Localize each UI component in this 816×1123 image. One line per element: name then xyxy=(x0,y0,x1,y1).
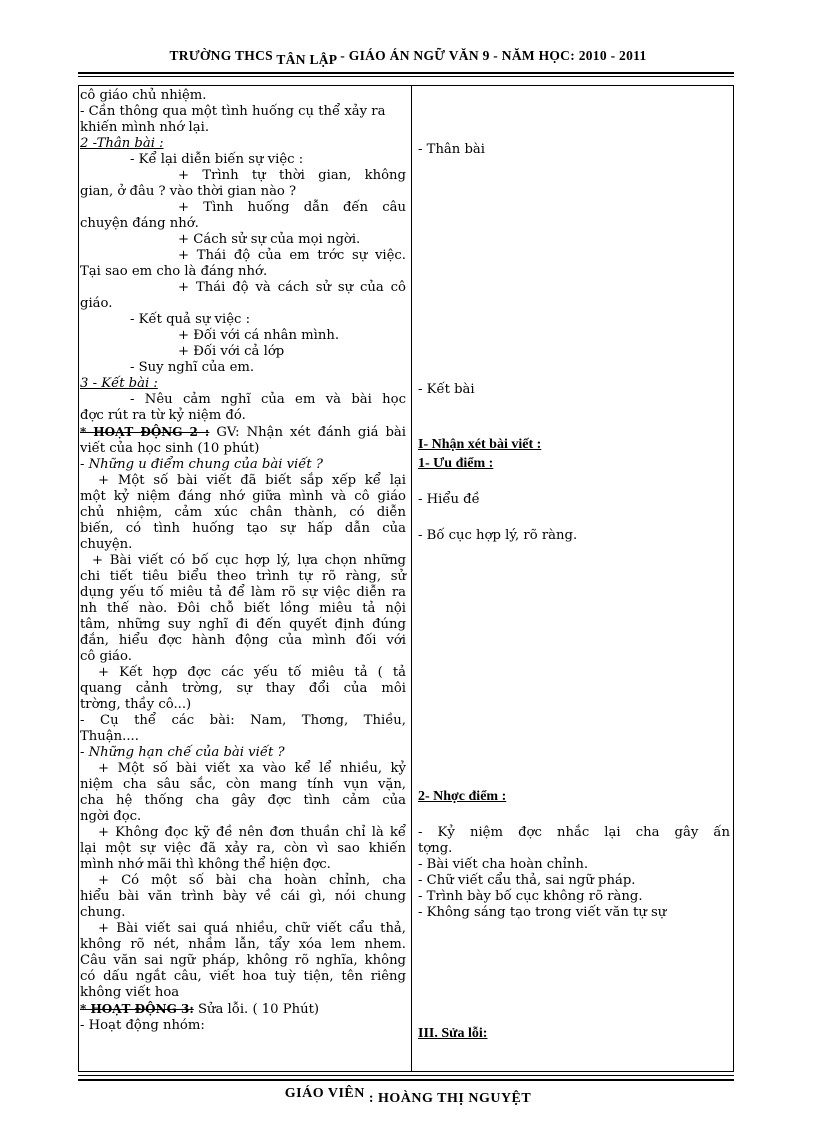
text-line: - Cụ thể các bài: Nam, Thơng, Thiều, xyxy=(80,713,406,728)
text-line: mình nhớ mãi thì không thể hiện đợc. xyxy=(80,857,331,872)
text-line: Thuận.... xyxy=(80,729,139,744)
weakness-item: - Không sáng tạo trong viết văn tự sự xyxy=(418,905,667,920)
text-line: + Có một số bài cha hoàn chỉnh, cha xyxy=(98,873,406,888)
page-header xyxy=(0,48,816,67)
weakness-item: tợng. xyxy=(418,841,453,856)
text-line: + Thái độ của em trớc sự việc. xyxy=(178,248,406,263)
text-line: dụng yếu tố miêu tả để làm rõ sự việc diễn ra xyxy=(80,585,406,600)
text-line: + Thái độ và cách sử sự của cô xyxy=(178,280,406,295)
header-course: - GIÁO ÁN NGỮ VĂN 9 - NĂM HỌC: 2010 - 2011 xyxy=(340,48,647,63)
text-line: + Đối với cả lớp xyxy=(178,344,285,359)
text-line: đợc rút ra từ kỷ niệm đó. xyxy=(80,408,246,423)
section-heading-than-bai: 2 -Thân bài : xyxy=(80,136,164,151)
text-line: cô giáo chủ nhiệm. xyxy=(80,88,207,103)
text-line: ngời đọc. xyxy=(80,809,142,824)
weakness-item: - Chữ viết cẩu thả, sai ngữ pháp. xyxy=(418,873,636,888)
text-line: có dấu ngắt câu, viết hoa tuỳ tiện, tên riêng xyxy=(80,969,406,984)
weakness-item: - Bài viết cha hoàn chỉnh. xyxy=(418,857,589,872)
text-line: - Cần thông qua một tình huống cụ thể xảy ra xyxy=(80,104,386,119)
text-line: + Một số bài viết xa vào kể lể nhiều, kỷ xyxy=(98,761,406,776)
right-heading-nhuoc-diem: 2- Nhợc điểm : xyxy=(418,789,507,804)
right-heading-nhan-xet: I- Nhận xét bài viết : xyxy=(418,437,542,452)
text-line: niệm cha sâu sắc, còn mang tính vụn vặn, xyxy=(80,777,406,792)
text-line: - Suy nghĩ của em. xyxy=(130,360,255,375)
text-line: chủ nhiệm, cảm xúc chân thành, có diễn xyxy=(80,505,406,520)
header-school: TRƯỜNG THCS xyxy=(169,48,273,63)
text-line: viết của học sinh (10 phút) xyxy=(80,441,260,456)
text-line: + Kết hợp đợc các yếu tố miêu tả ( tả xyxy=(98,665,406,680)
text-line: cha hệ thống cha gây đợc tình cảm của xyxy=(80,793,406,808)
right-than-bai: - Thân bài xyxy=(418,142,486,157)
right-heading-sua-loi: III. Sửa lỗi: xyxy=(418,1026,488,1041)
text-line: gian, ở đâu ? vào thời gian nào ? xyxy=(80,184,297,199)
text-line: - Kể lại diễn biến sự việc : xyxy=(130,152,304,167)
activity-3-heading xyxy=(80,1001,406,1018)
header-rule-thin xyxy=(78,76,734,77)
text-line: khiến mình nhớ lại. xyxy=(80,120,210,135)
footer-rule xyxy=(78,1075,734,1076)
text-line: Tại sao em cho là đáng nhớ. xyxy=(80,264,268,279)
activity-2-heading xyxy=(80,424,406,441)
text-line: + Trình tự thời gian, không xyxy=(178,168,406,183)
text-line: chung. xyxy=(80,905,126,920)
text-line: không viết hoa xyxy=(80,985,180,1000)
text-line: giáo. xyxy=(80,296,113,311)
right-hieu-de: - Hiểu đề xyxy=(418,492,480,507)
text-line: quang cảnh trờng, sự thay đổi của môi xyxy=(80,681,406,696)
text-line: cô giáo. xyxy=(80,649,132,664)
text-line: + Đối với cá nhân mình. xyxy=(178,328,340,343)
text-line: + Bài viết sai quá nhiều, chữ viết cẩu thả, xyxy=(98,921,406,936)
right-weakness-list xyxy=(418,825,730,921)
text-line: Câu văn sai ngữ pháp, không rõ nghĩa, không xyxy=(80,953,406,968)
text-line: + Cách sử sự của mọi ngời. xyxy=(178,232,361,247)
text-line: biến, có tình huống tạo sự hấp dẫn của xyxy=(80,521,406,536)
text-line: - Hoạt động nhóm: xyxy=(80,1018,205,1033)
header-rule xyxy=(78,72,734,74)
page-footer xyxy=(0,1086,816,1106)
text-line: - Nêu cảm nghĩ của em và bài học xyxy=(130,392,406,407)
text-line: một kỷ niệm đáng nhớ giữa mình và cô giáo xyxy=(80,489,406,504)
section-heading-uu-diem: - Những u điểm chung của bài viết ? xyxy=(80,457,323,472)
text-line: tâm, những suy nghĩ đi đến quyết định đúng xyxy=(80,617,406,632)
text-line: nh thế nào. Đôi chỗ biết lồng miêu tả nội xyxy=(80,601,406,616)
header-school-name: TÂN LẬP xyxy=(276,52,337,67)
section-heading-ket-bai: 3 - Kết bài : xyxy=(80,376,158,391)
activity-2-text: GV: Nhận xét đánh giá bài xyxy=(209,425,406,440)
text-line: không rõ nét, nhầm lẫn, tẩy xóa lem nhem. xyxy=(80,937,406,952)
activity-2-label: * HOẠT ĐỘNG 2 : xyxy=(80,425,210,439)
weakness-item: - Trình bày bố cục không rõ ràng. xyxy=(418,889,643,904)
text-line: lại một sự việc đã xảy ra, còn vì sao khiến xyxy=(80,841,406,856)
right-heading-uu-diem: 1- Ưu điểm : xyxy=(418,456,494,471)
weakness-item: - Kỷ niệm đợc nhắc lại cha gây ấn xyxy=(418,825,730,840)
footer-label: GIÁO VIÊN xyxy=(284,1086,365,1101)
text-line: chuyện đáng nhớ. xyxy=(80,216,199,231)
text-line: + Tình huống dẫn đến câu xyxy=(178,200,406,215)
text-line: chi tiết tiêu biểu theo trình tự rõ ràng, sử xyxy=(80,569,406,584)
right-bo-cuc: - Bố cục hợp lý, rõ ràng. xyxy=(418,528,578,543)
text-line: + Bài viết có bố cục hợp lý, lựa chọn những xyxy=(92,553,406,568)
text-line: hiểu bài văn trình bày về cái gì, nói chung xyxy=(80,889,406,904)
activity-3-label: * HOẠT ĐỘNG 3: xyxy=(80,1002,194,1016)
text-line: + Một số bài viết đã biết sắp xếp kể lại xyxy=(98,473,406,488)
activity-3-text: Sửa lỗi. ( 10 Phút) xyxy=(193,1002,320,1017)
text-line: trờng, thầy cô...) xyxy=(80,697,192,712)
footer-rule-thick xyxy=(78,1079,734,1081)
table-divider xyxy=(411,85,412,1072)
text-line: + Không đọc kỹ đề nên đơn thuần chỉ là kể xyxy=(98,825,406,840)
text-line: - Kết quả sự việc : xyxy=(130,312,251,327)
left-column xyxy=(80,88,406,1034)
text-line: chuyện. xyxy=(80,537,133,552)
section-heading-han-che: - Những hạn chế của bài viết ? xyxy=(80,745,285,760)
right-ket-bai: - Kết bài xyxy=(418,382,475,397)
footer-teacher-name: : HOÀNG THỊ NGUYỆT xyxy=(368,1091,532,1106)
text-line: đắn, hiểu đợc hành động của mình đối với xyxy=(80,633,406,648)
